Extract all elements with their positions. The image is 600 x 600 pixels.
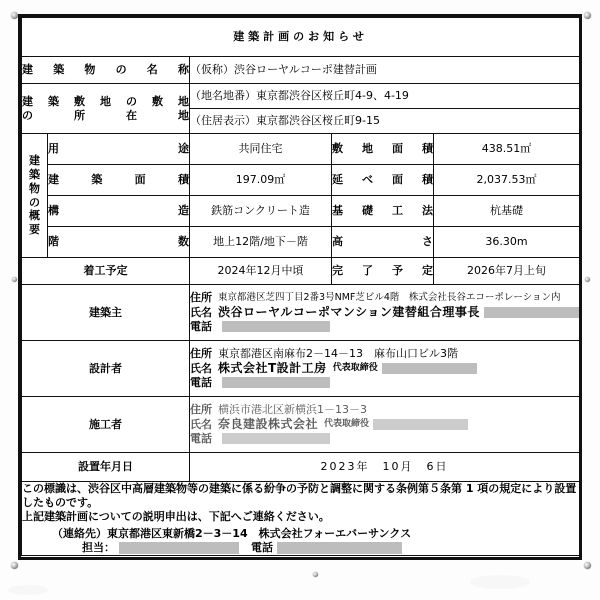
screw-bottom-center bbox=[313, 572, 318, 577]
value-building-area: 197.09㎡ bbox=[190, 165, 332, 196]
value-use: 共同住宅 bbox=[190, 134, 332, 165]
value-height: 36.30m bbox=[434, 227, 580, 258]
screw-left-mid bbox=[12, 277, 17, 282]
footnote-line2: 上記建築計画についての説明申出は、下記へご連絡ください。 bbox=[22, 509, 330, 523]
paper-blotch bbox=[470, 575, 530, 589]
value-structure: 鉄筋コンクリート造 bbox=[190, 196, 332, 227]
designer-name-redaction bbox=[382, 363, 477, 374]
value-foundation: 杭基礎 bbox=[434, 196, 580, 227]
label-installed-date: 設置年月日 bbox=[22, 453, 190, 482]
page-title: 建築計画のお知らせ bbox=[22, 18, 580, 57]
designer-name-row bbox=[190, 361, 579, 376]
designer-tel-key: 電話 bbox=[190, 376, 212, 389]
screw-bottom-right bbox=[584, 562, 591, 569]
table-row-building-name bbox=[22, 57, 580, 84]
table-row-installed-date bbox=[22, 453, 580, 482]
label-site-location bbox=[22, 84, 190, 134]
label-total-floor-area: 延べ面積 bbox=[332, 165, 434, 196]
designer-address-key: 住所 bbox=[190, 347, 212, 361]
value-start-date: 2024年12月中頃 bbox=[190, 258, 332, 285]
label-structure: 構造 bbox=[48, 196, 190, 227]
footnote-tanto-redaction bbox=[119, 542, 239, 554]
owner-name-row bbox=[190, 305, 579, 320]
label-designer: 設計者 bbox=[22, 341, 190, 397]
screw-top-right bbox=[584, 12, 591, 19]
owner-details bbox=[190, 285, 580, 341]
footnote-line1: この標識は、渋谷区中高層建築物等の建築に係る紛争の予防と調整に関する条例第５条第 1 項の規定により設置したものです。 bbox=[22, 482, 577, 509]
value-installed-date: 2023年 10月 6日 bbox=[190, 453, 580, 482]
contractor-tel-redaction bbox=[222, 433, 330, 444]
label-finish-date: 完了予定 bbox=[332, 258, 434, 285]
designer-name-value: 株式会社T設計工房 bbox=[218, 361, 327, 375]
owner-name-redaction bbox=[484, 307, 579, 318]
label-building-area: 建築面積 bbox=[48, 165, 190, 196]
table-row-outline-floors bbox=[22, 227, 580, 258]
table-row-site-location-chimei bbox=[22, 84, 580, 109]
label-building-outline-c2: 物 bbox=[29, 181, 40, 195]
value-total-floor-area: 2,037.53㎡ bbox=[434, 165, 580, 196]
owner-name-value: 渋谷ローヤルコーポマンション建替組合理事長 bbox=[218, 305, 480, 319]
designer-name-key: 氏名 bbox=[190, 361, 212, 375]
screw-top-left bbox=[11, 12, 18, 19]
label-building-outline-c5: 要 bbox=[29, 223, 40, 236]
table-row-title bbox=[22, 18, 580, 57]
value-finish-date: 2026年7月上旬 bbox=[434, 258, 580, 285]
screw-bottom-left bbox=[11, 562, 18, 569]
contractor-details bbox=[190, 397, 580, 453]
value-site-area: 438.51㎡ bbox=[434, 134, 580, 165]
footnote-contact-person-row bbox=[22, 541, 579, 555]
footnote-contact-line: （連絡先）東京都港区東新橋2－3－14 株式会社フォーエバーサンクス bbox=[52, 527, 412, 541]
table-row-owner bbox=[22, 285, 580, 341]
label-building-outline-c0: 建 bbox=[29, 154, 40, 168]
value-floors: 地上12階/地下－階 bbox=[190, 227, 332, 258]
designer-details bbox=[190, 341, 580, 397]
label-owner: 建築主 bbox=[22, 285, 190, 341]
contractor-address-key: 住所 bbox=[190, 403, 212, 417]
value-site-jukyo-hyoji: （住居表示）東京都渋谷区桜丘町9-15 bbox=[190, 109, 580, 134]
label-site-location-line1: 建築敷地の敷地 bbox=[22, 94, 189, 108]
contractor-tel-key: 電話 bbox=[190, 432, 212, 445]
label-site-area: 敷地面積 bbox=[332, 134, 434, 165]
label-site-location-line2: の 所 在 地 bbox=[22, 108, 189, 122]
owner-address-value: 東京都港区芝四丁目2番3号NMF芝ビル4階 株式会社長谷エコーポレーション内 bbox=[218, 292, 561, 304]
designer-address-value: 東京都港区南麻布2－14－13 麻布山口ビル3階 bbox=[218, 347, 458, 361]
owner-tel-row bbox=[190, 320, 579, 334]
label-building-outline-c4: 概 bbox=[29, 209, 40, 223]
label-start-date: 着工予定 bbox=[22, 258, 190, 285]
table-row-outline-structure bbox=[22, 196, 580, 227]
label-contractor: 施工者 bbox=[22, 397, 190, 453]
designer-address-row bbox=[190, 347, 579, 361]
owner-tel-redaction bbox=[222, 321, 330, 332]
paper-blotch bbox=[8, 585, 48, 595]
designer-tel-row bbox=[190, 376, 579, 390]
contractor-name-value: 奈良建設株式会社 bbox=[218, 417, 319, 431]
table-row-footnote bbox=[22, 482, 580, 556]
footnote-block bbox=[22, 482, 580, 556]
contractor-tel-row bbox=[190, 432, 579, 446]
owner-name-key: 氏名 bbox=[190, 305, 212, 319]
contractor-address-row bbox=[190, 403, 579, 417]
contractor-name-redaction bbox=[373, 419, 468, 430]
table-row-contractor bbox=[22, 397, 580, 453]
label-building-outline bbox=[22, 134, 48, 258]
table-row-schedule bbox=[22, 258, 580, 285]
designer-name-title: 代表取締役 bbox=[332, 362, 378, 373]
footnote-tel-redaction bbox=[277, 542, 402, 554]
notice-table bbox=[21, 17, 580, 556]
label-height: 高さ bbox=[332, 227, 434, 258]
designer-tel-redaction bbox=[222, 377, 330, 388]
label-foundation: 基礎工法 bbox=[332, 196, 434, 227]
contractor-address-value: 横浜市港北区新横浜1－13－3 bbox=[218, 403, 367, 417]
footnote-tanto-key: 担当： bbox=[82, 541, 115, 554]
label-building-name: 建築物の名称 bbox=[22, 57, 190, 84]
owner-tel-key: 電話 bbox=[190, 320, 212, 333]
label-building-outline-c1: 築 bbox=[29, 168, 40, 181]
contractor-name-row bbox=[190, 417, 579, 432]
construction-notice-sign bbox=[18, 14, 582, 560]
table-row-outline-use bbox=[22, 134, 580, 165]
owner-address-key: 住所 bbox=[190, 291, 212, 305]
label-floors: 階数 bbox=[48, 227, 190, 258]
owner-address-row bbox=[190, 291, 579, 305]
table-row-designer bbox=[22, 341, 580, 397]
label-building-outline-c3: の bbox=[29, 195, 40, 209]
label-use: 用途 bbox=[48, 134, 190, 165]
value-building-name: （仮称）渋谷ローヤルコーポ建替計画 bbox=[190, 57, 580, 84]
footnote-tel-key: 電話 bbox=[251, 541, 273, 554]
value-site-chimei-chiban: （地名地番）東京都渋谷区桜丘町4-9、4-19 bbox=[190, 84, 580, 109]
table-row-outline-area bbox=[22, 165, 580, 196]
screw-right-mid bbox=[585, 277, 590, 282]
contractor-name-key: 氏名 bbox=[190, 417, 212, 431]
contractor-name-title: 代表取締役 bbox=[324, 418, 370, 429]
